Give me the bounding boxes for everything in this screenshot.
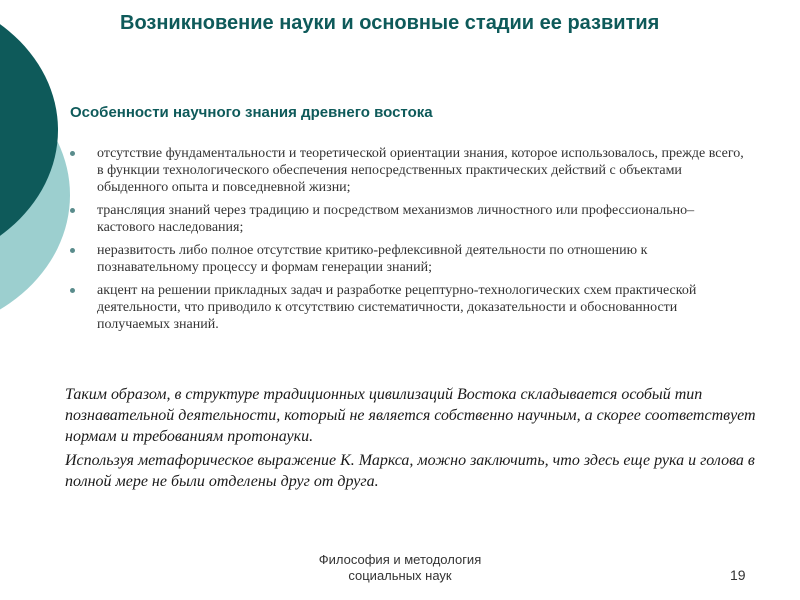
bullet-text: акцент на решении прикладных задач и разработке рецептурно-технологических схем практической деятельности, что приводило к отсутствию систематичности, доказательности и обоснованности получаемых знаний. [97, 283, 697, 332]
bullet-dot-icon [70, 248, 75, 253]
bullet-item [70, 145, 750, 196]
decorative-circles [0, 0, 80, 330]
bullet-dot-icon [70, 288, 75, 293]
footer [290, 552, 510, 584]
bullet-text: неразвитость либо полное отсутствие критико-рефлексивной деятельности по отношению к познавательному процессу и формам генерации знаний; [97, 243, 648, 275]
bullet-text: отсутствие фундаментальности и теоретической ориентации знания, которое использовалось, прежде всего, в функции технологического обеспечения непосредственных практических действий с объектами обыденного опыта и повседневной жизни; [97, 146, 744, 195]
bullet-text: трансляция знаний через традицию и посредством механизмов личностного или профессионально–кастового наследования; [97, 203, 695, 235]
conclusion-paragraph: Таким образом, в структуре традиционных цивилизаций Востока складывается особый тип познавательной деятельности, который не является собственно научным, а скорее соответствует нормам и требованиям протонауки. [65, 386, 756, 445]
bullet-item [70, 202, 750, 236]
footer-line: Философия и методология [318, 552, 482, 567]
bullet-item [70, 282, 750, 333]
conclusion-block [65, 384, 765, 495]
bullet-item [70, 242, 750, 276]
footer-line: социальных наук [348, 568, 452, 583]
bullet-list [70, 145, 750, 339]
bullet-dot-icon [70, 208, 75, 213]
conclusion-paragraph: Используя метафорическое выражение К. Маркса, можно заключить, что здесь еще рука и голова в полной мере не были отделены друг от друга. [65, 452, 755, 490]
bullet-dot-icon [70, 151, 75, 156]
slide-title: Возникновение науки и основные стадии ее развития [120, 12, 660, 34]
page-number: 19 [730, 567, 746, 583]
slide-subtitle: Особенности научного знания древнего востока [70, 104, 433, 121]
